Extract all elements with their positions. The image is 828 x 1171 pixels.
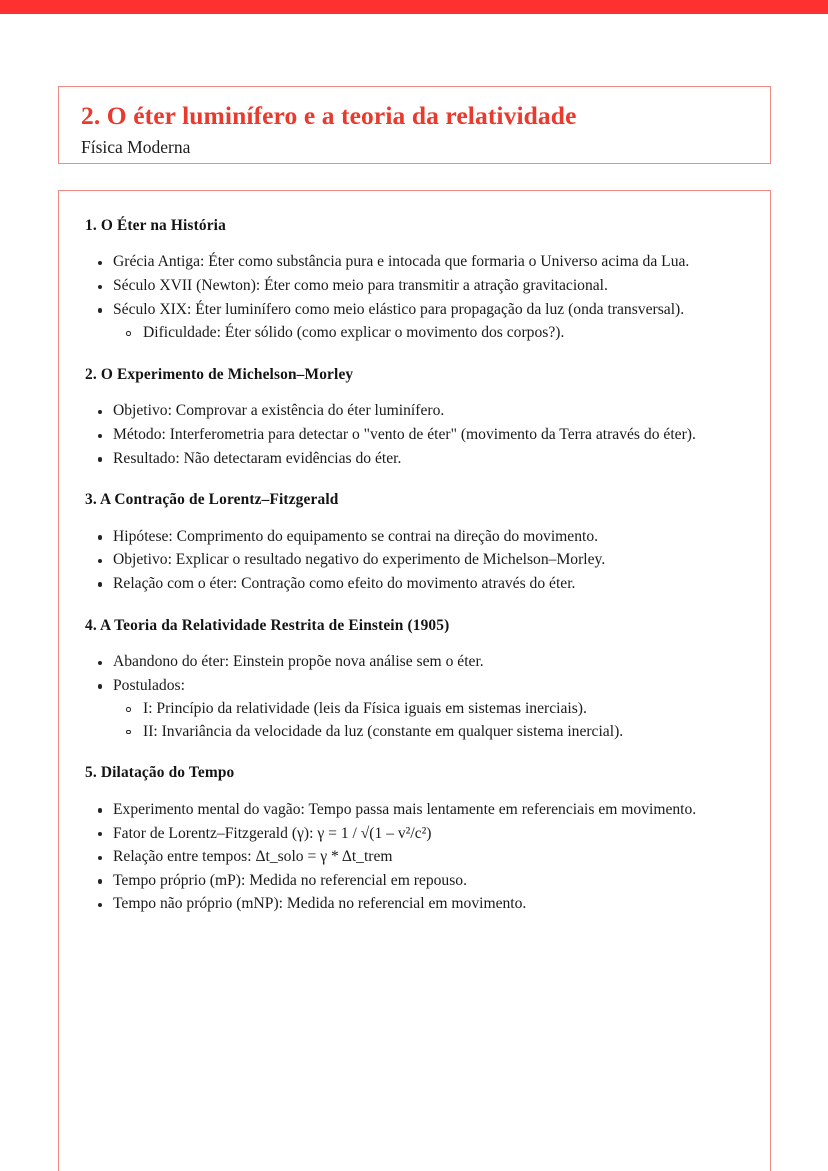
list-item	[85, 870, 744, 893]
list-item-text: Relação com o éter: Contração como efeito do movimento através do éter.	[113, 574, 576, 592]
list-item-text: Resultado: Não detectaram evidências do éter.	[113, 449, 402, 467]
bullet-list	[85, 400, 744, 470]
page-title: 2. O éter luminífero e a teoria da relatividade	[81, 101, 577, 130]
list-item-text: Tempo próprio (mP): Medida no referencial em repouso.	[113, 871, 467, 889]
sub-list-item	[112, 698, 744, 721]
section	[85, 491, 744, 595]
list-item	[85, 799, 744, 822]
section-heading: 3. A Contração de Lorentz–Fitzgerald	[85, 491, 339, 509]
sub-list-item-text: II: Invariância da velocidade da luz (constante em qualquer sistema inercial).	[143, 722, 624, 740]
list-item	[85, 400, 744, 423]
list-item	[85, 846, 744, 869]
list-item-text: Século XIX: Éter luminífero como meio elástico para propagação da luz (onda transversal).	[113, 300, 685, 318]
section	[85, 366, 744, 470]
list-item-text: Postulados:	[113, 676, 185, 694]
sub-list-item-text: I: Princípio da relatividade (leis da Física iguais em sistemas inerciais).	[143, 700, 587, 718]
list-item	[85, 573, 744, 596]
list-item-text: Objetivo: Comprovar a existência do éter luminífero.	[113, 402, 445, 420]
sub-list-item	[112, 322, 744, 345]
bullet-list	[85, 651, 744, 743]
sub-list-item	[112, 721, 744, 744]
title-card	[58, 86, 771, 164]
sub-list-item-text: Dificuldade: Éter sólido (como explicar o movimento dos corpos?).	[143, 324, 565, 342]
sub-bullet-list	[112, 698, 744, 743]
list-item	[85, 424, 744, 447]
bullet-list	[85, 799, 744, 916]
list-item-text: Fator de Lorentz–Fitzgerald (γ): γ = 1 / √(1 – v²/c²)	[113, 824, 432, 842]
list-item-text: Relação entre tempos: Δt_solo = γ * Δt_trem	[113, 848, 393, 866]
section	[85, 217, 744, 345]
page-subtitle: Física Moderna	[81, 137, 191, 158]
sub-bullet-list	[112, 322, 744, 345]
list-item-text: Tempo não próprio (mNP): Medida no referencial em movimento.	[113, 895, 527, 913]
list-item-text: Hipótese: Comprimento do equipamento se contrai na direção do movimento.	[113, 527, 599, 545]
list-item-text: Objetivo: Explicar o resultado negativo do experimento de Michelson–Morley.	[113, 551, 606, 569]
list-item	[85, 299, 744, 345]
section-heading: 2. O Experimento de Michelson–Morley	[85, 365, 354, 383]
top-accent-bar	[0, 0, 828, 14]
section	[85, 764, 744, 916]
bullet-list	[85, 526, 744, 596]
list-item-text: Experimento mental do vagão: Tempo passa mais lentamente em referenciais em movimento.	[113, 800, 697, 818]
list-item	[85, 893, 744, 916]
list-item-text: Método: Interferometria para detectar o "vento de éter" (movimento da Terra através do éter).	[113, 426, 696, 444]
list-item-text: Século XVII (Newton): Éter como meio para transmitir a atração gravitacional.	[113, 277, 608, 295]
list-item	[85, 448, 744, 471]
list-item-text: Grécia Antiga: Éter como substância pura e intocada que formaria o Universo acima da Lua.	[113, 253, 690, 271]
section	[85, 617, 744, 744]
list-item-text: Abandono do éter: Einstein propõe nova análise sem o éter.	[113, 653, 484, 671]
content-card	[58, 190, 771, 1171]
list-item	[85, 823, 744, 846]
list-item	[85, 251, 744, 274]
section-heading: 4. A Teoria da Relatividade Restrita de Einstein (1905)	[85, 616, 450, 634]
section-heading: 5. Dilatação do Tempo	[85, 764, 235, 782]
list-item	[85, 275, 744, 298]
list-item	[85, 549, 744, 572]
bullet-list	[85, 251, 744, 344]
section-heading: 1. O Éter na História	[85, 217, 226, 234]
list-item	[85, 651, 744, 674]
list-item	[85, 526, 744, 549]
document-page	[0, 14, 828, 1171]
list-item	[85, 675, 744, 744]
